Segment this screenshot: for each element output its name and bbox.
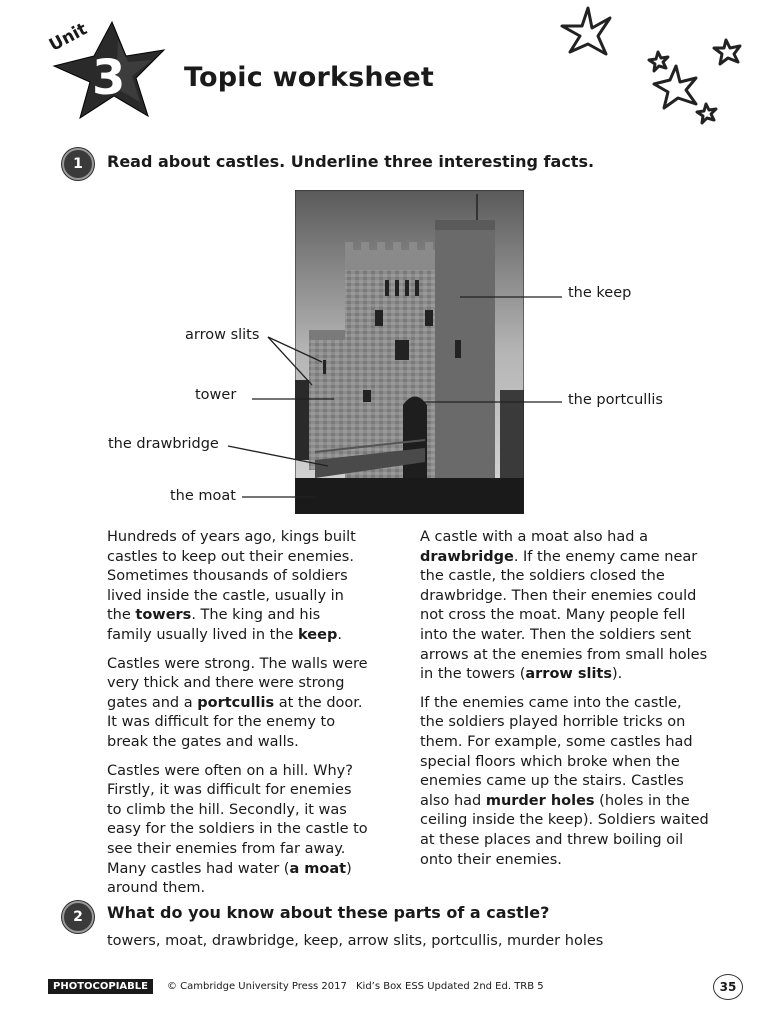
paragraph-5: If the enemies came into the castle, the soldiers played horrible tricks on them. For example, some castles had special floors which broke when the enemies came up the stairs. Castles also had murder holes (holes in the ceiling inside the keep). Soldiers waited at these places and threw boiling oil onto their enemies. (420, 694, 709, 868)
label-tower: tower (195, 387, 237, 403)
unit-word: Unit (46, 19, 91, 56)
parts-list: towers, moat, drawbridge, keep, arrow slits, portcullis, murder holes (107, 933, 604, 949)
label-portcullis: the portcullis (568, 392, 663, 408)
question-1-heading: Read about castles. Underline three interesting facts. (107, 152, 595, 171)
text-column-right (420, 528, 710, 879)
paragraph-4: A castle with a moat also had a drawbridge. If the enemy came near the castle, the soldiers closed the drawbridge. Then their enemies could not cross the moat. Many people fell into the water. Then the soldiers sent arrows at the enemies from small holes in the towers (arrow slits). (420, 529, 708, 683)
label-moat: the moat (170, 488, 236, 504)
copyright-text: © Cambridge University Press 2017 (167, 981, 347, 992)
page-title: Topic worksheet (184, 62, 434, 93)
question-number-1: 1 (62, 148, 94, 180)
unit-number: 3 (92, 50, 126, 106)
paragraph-1: Hundreds of years ago, kings built castles to keep out their enemies. Sometimes thousands of soldiers lived inside the castle, usually in the towers. The king and his family usually lived in the keep. (107, 529, 356, 643)
book-title: Kid’s Box ESS Updated 2nd Ed. TRB 5 (356, 981, 544, 992)
paragraph-2: Castles were strong. The walls were very thick and there were strong gates and a portcullis at the door. It was difficult for the enemy to break the gates and walls. (107, 655, 368, 750)
page-number: 35 (713, 974, 743, 1000)
label-keep: the keep (568, 285, 632, 301)
photocopiable-badge: PHOTOCOPIABLE (48, 979, 153, 994)
question-number-2: 2 (62, 901, 94, 933)
label-arrow-slits: arrow slits (185, 327, 260, 343)
label-drawbridge: the drawbridge (108, 436, 219, 452)
question-2-heading: What do you know about these parts of a castle? (107, 903, 550, 922)
text-column-left (107, 528, 369, 908)
paragraph-3: Castles were often on a hill. Why? Firstly, it was difficult for enemies to climb the hill. Secondly, it was easy for the soldiers in the castle to see their enemies from far away. Many castles had water (a moat) around them. (107, 762, 368, 897)
